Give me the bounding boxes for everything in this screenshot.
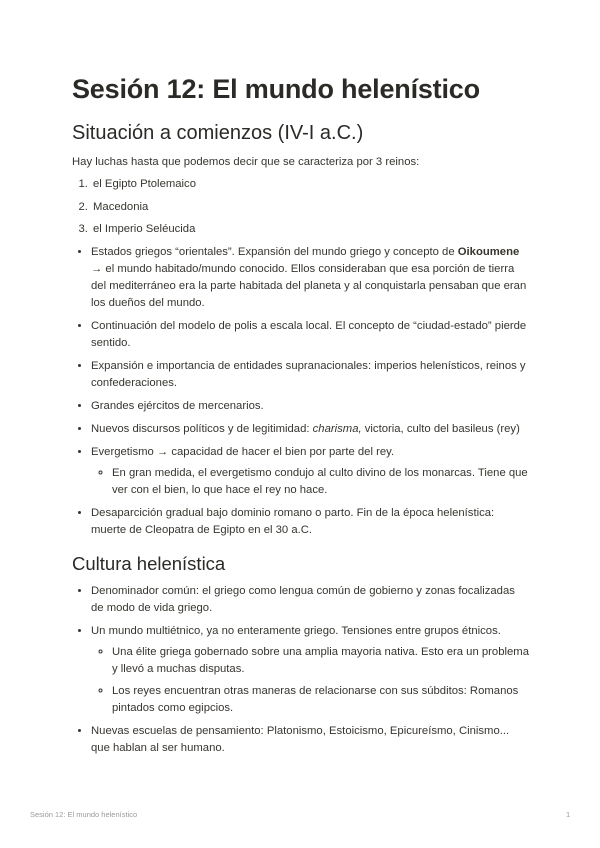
- list-item: [91, 244, 530, 312]
- list-item: 1. el Egipto Ptolemaico: [91, 176, 530, 192]
- text: Estados griegos “orientales”. Expansión del mundo griego y concepto de: [91, 245, 458, 258]
- list-item: • Continuación del modelo de polis a escala local. El concepto de “ciudad-estado” pierde sentido.: [91, 318, 530, 352]
- list-item: [91, 623, 530, 717]
- kingdoms-list: [72, 176, 530, 237]
- text: → el mundo habitado/mundo conocido. Ellos consideraban que esa porción de tierra del mediterráneo era la parte habitada del planeta y al conquistarla pensaban que eran los dueños del mundo.: [91, 262, 527, 309]
- list-item: ◦ En gran medida, el evergetismo condujo al culto divino de los monarcas. Tiene que ver con el bien, lo que hace el rey no hace.: [112, 465, 530, 499]
- section-heading-cultura: Cultura helenística: [72, 552, 226, 574]
- document-page: [72, 72, 530, 763]
- sub-list: [91, 644, 530, 717]
- italic-term: charisma,: [312, 422, 362, 435]
- text: victoria, culto del basileus (rey): [361, 422, 520, 435]
- list-item: • Grandes ejércitos de mercenarios.: [91, 398, 530, 415]
- situation-bullets: [72, 244, 530, 539]
- intro-paragraph: Hay luchas hasta que podemos decir que se caracteriza por 3 reinos:: [72, 156, 420, 168]
- list-item: ◦ Una élite griega gobernado sobre una amplia mayoria nativa. Esto era un problema y llevó a muchas disputas.: [112, 644, 530, 678]
- list-item: 2. Macedonia: [91, 199, 530, 215]
- text: Evergetismo → capacidad de hacer el bien por parte del rey.: [91, 445, 395, 458]
- section-heading-situacion: Situación a comienzos (IV-I a.C.): [72, 122, 364, 144]
- page-number: 1: [566, 810, 571, 819]
- text: Un mundo multiétnico, ya no enteramente griego. Tensiones entre grupos étnicos.: [91, 624, 501, 637]
- list-item: • Expansión e importancia de entidades supranacionales: imperios helenísticos, reinos y confederaciones.: [91, 358, 530, 392]
- bold-term: Oikoumene: [457, 245, 520, 258]
- culture-bullets: [72, 583, 530, 757]
- list-item: [91, 421, 530, 438]
- footer-title: Sesión 12: El mundo helenístico: [30, 810, 138, 819]
- sub-list: [91, 465, 530, 499]
- list-item: 3. el Imperio Seléucida: [91, 221, 530, 237]
- list-item: • Desaparcición gradual bajo dominio romano o parto. Fin de la época helenística: muerte de Cleopatra de Egipto en el 30 a.C.: [91, 505, 530, 539]
- list-item: • Nuevas escuelas de pensamiento: Platonismo, Estoicismo, Epicureísmo, Cinismo... que hablan al ser humano.: [91, 723, 530, 757]
- list-item: • Denominador común: el griego como lengua común de gobierno y zonas focalizadas de modo de vida griego.: [91, 583, 530, 617]
- list-item: [91, 444, 530, 499]
- list-item: ◦ Los reyes encuentran otras maneras de relacionarse con sus súbditos: Romanos pintados como egipcios.: [112, 683, 530, 717]
- text: Nuevos discursos políticos y de legitimidad:: [91, 422, 313, 435]
- page-title: Sesión 12: El mundo helenístico: [72, 74, 480, 104]
